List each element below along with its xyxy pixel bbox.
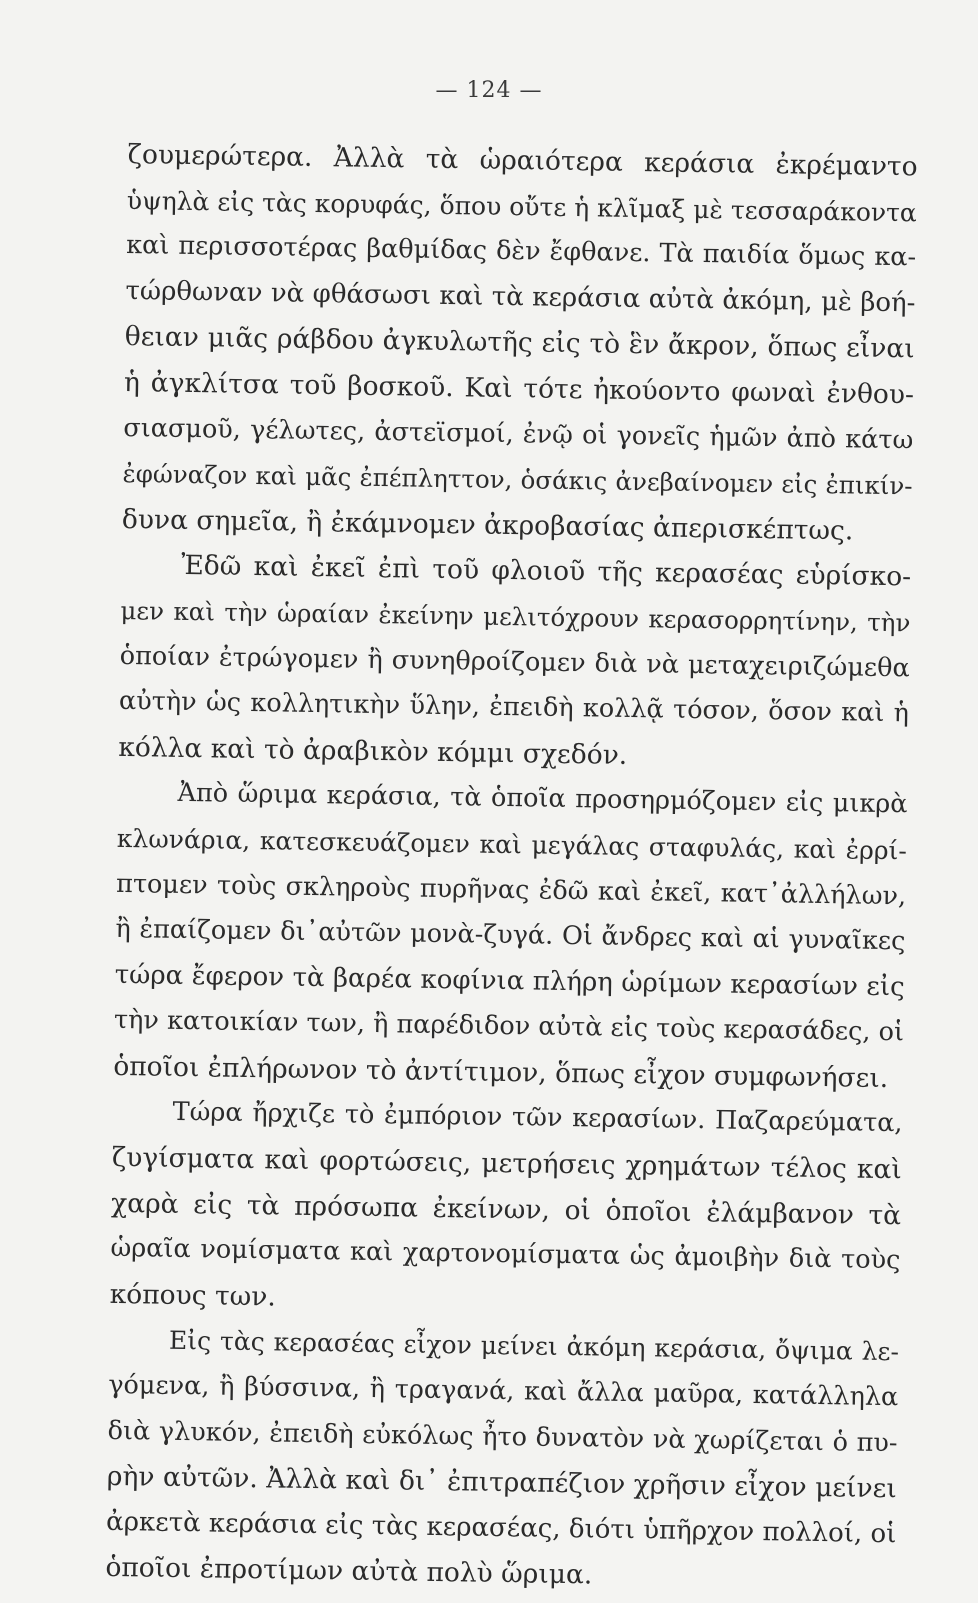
text-line: τώρα ἔφερον τὰ βαρέα κοφίνια πλήρη ὡρίμων κερασίων εἰς — [114, 959, 905, 1002]
text-line: ἢ ἐπαίζομεν δι᾽αὐτῶν μονὰ-ζυγά. Οἱ ἄνδρες καὶ αἱ γυναῖκες — [115, 913, 906, 957]
text-line: δυνα σημεῖα, ἢ ἐκάμνομεν ἀκροβασίας ἀπερισκέπτως. — [121, 503, 854, 547]
text-line: θειαν μιᾶς ράβδου ἀγκυλωτῆς εἰς τὸ ἓν ἄκρον, ὅπως εἶναι — [124, 321, 915, 365]
text-line: ζουμερώτερα. Ἀλλὰ τὰ ὡραιότερα κεράσια ἐκρέμαντο — [127, 138, 918, 183]
text-line: διὰ γλυκόν, ἐπειδὴ εὐκόλως ἦτο δυνατὸν νὰ χωρίζεται ὁ πυ- — [107, 1415, 898, 1458]
text-line: κόλλα καὶ τὸ ἀραβικὸν κόμμι σχεδόν. — [118, 731, 628, 771]
text-line: χαρὰ εἰς τὰ πρόσωπα ἐκείνων, οἱ ὁποῖοι ἐλάμβανον τὰ — [110, 1187, 902, 1231]
text-line: ζυγίσματα καὶ φορτώσεις, μετρήσεις χρημάτων τέλος καὶ — [111, 1141, 903, 1186]
text-line: ὑψηλὰ εἰς τὰς κορυφάς, ὅπου οὔτε ἡ κλῖμαξ μὲ τεσσαράκοντα — [126, 185, 918, 227]
body-text — [105, 132, 918, 1603]
text-line: ὡραῖα νομίσματα καὶ χαρτονομίσματα ὡς ἀμοιβὴν διὰ τοὺς — [110, 1233, 901, 1276]
text-line: Ἐδῶ καὶ ἐκεῖ ἐπὶ τοῦ φλοιοῦ τῆς κερασέας εὑρίσκο- — [180, 550, 912, 593]
text-line: ἀρκετὰ κεράσια εἰς τὰς κερασέας, διότι ὑπῆρχον πολλοί, οἱ — [105, 1506, 897, 1550]
text-line: σιασμοῦ, γέλωτες, ἀστεϊσμοί, ἐνῷ οἱ γονεῖς ἡμῶν ἀπὸ κάτω — [123, 412, 914, 455]
text-line: κλωνάρια, κατεσκευάζομεν καὶ μεγάλας σταφυλάς, καὶ ἐρρί- — [116, 823, 908, 866]
text-line: γόμενα, ἢ βύσσινα, ἢ τραγανά, καὶ ἄλλα μαῦρα, κατάλληλα — [108, 1369, 899, 1413]
text-line: τώρθωναν νὰ φθάσωσι καὶ τὰ κεράσια αὐτὰ ἀκόμη, μὲ βοή- — [125, 275, 916, 319]
text-line: ὁποῖοι ἐπλήρωνον τὸ ἀντίτιμον, ὅπως εἶχον συμφωνήσει. — [113, 1050, 889, 1094]
text-line: Ἀπὸ ὥριμα κεράσια, τὰ ὁποῖα προσηρμόζομεν εἰς μικρὰ — [177, 778, 908, 820]
text-line: κόπους των. — [109, 1278, 277, 1313]
text-line: ὁποίαν ἐτρώγομεν ἢ συνηθροίζομεν διὰ νὰ μεταχειριζώμεθα — [119, 640, 910, 683]
text-line: πτομεν τοὺς σκληροὺς πυρῆνας ἐδῶ καὶ ἐκεῖ, κατ᾽ἀλλήλων, — [115, 868, 907, 911]
text-line: ὁποῖοι ἐπροτίμων αὐτὰ πολὺ ὥριμα. — [105, 1552, 593, 1591]
text-line: ἐφώναζον καὶ μᾶς ἐπέπληττον, ὁσάκις ἀνεβαίνομεν εἰς ἐπικίν- — [122, 459, 913, 501]
page-number: — 124 — — [435, 78, 543, 103]
text-line: τὴν κατοικίαν των, ἢ παρέδιδον αὐτὰ εἰς τοὺς κερασάδες, οἱ — [113, 1005, 905, 1048]
text-line: αὐτὴν ὡς κολλητικὴν ὕλην, ἐπειδὴ κολλᾷ τόσον, ὅσον καὶ ἡ — [118, 686, 910, 729]
text-line: μεν καὶ τὴν ὡραίαν ἐκείνην μελιτόχρουν κερασορρητίνην, τὴν — [120, 595, 911, 638]
text-line: καὶ περισσοτέρας βαθμίδας δὲν ἔφθανε. Τὰ παιδία ὅμως κα- — [125, 230, 917, 273]
text-line: Εἰς τὰς κερασέας εἶχον μείνει ἀκόμη κεράσια, ὄψιμα λε- — [168, 1326, 900, 1367]
text-line: Τώρα ἤρχιζε τὸ ἐμπόριον τῶν κερασίων. Παζαρεύματα, — [172, 1097, 903, 1139]
text-line: ἡ ἀγκλίτσα τοῦ βοσκοῦ. Καὶ τότε ἠκούοντο φωναὶ ἐνθου- — [123, 366, 915, 411]
text-line: ρὴν αὐτῶν. Ἀλλὰ καὶ δι᾽ ἐπιτραπέζιον χρῆσιν εἶχον μείνει — [106, 1461, 898, 1505]
